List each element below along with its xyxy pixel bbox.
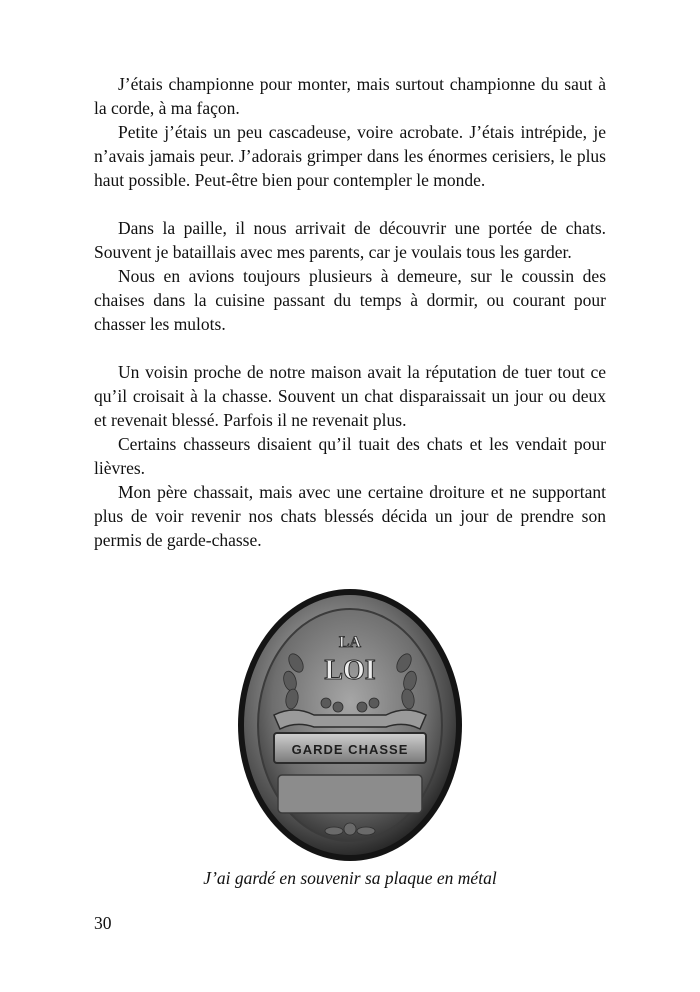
badge-lower-panel [278, 775, 422, 813]
paragraph-spacer [94, 192, 606, 216]
paragraph-5: Un voisin proche de notre maison avait la réputation de tuer tout ce qu’il croisait à la chasse. Souvent un chat disparaissait un jour ou deux et revenait blessé. Parfois il ne revenait plus. [94, 362, 606, 430]
paragraph-spacer [94, 336, 606, 360]
paragraph-2: Petite j’étais un peu cascadeuse, voire acrobate. J’étais intrépide, je n’avais jamais peur. J’adorais grimper dans les énormes cerisiers, le plus haut possible. Peut-être bien pour contempler le monde. [94, 122, 606, 190]
page-number: 30 [94, 913, 112, 933]
garde-chasse-badge-image [234, 585, 466, 865]
badge-text-loi: LOI [324, 655, 376, 686]
paragraph-6: Certains chasseurs disaient qu’il tuait des chats et les vendait pour lièvres. [94, 434, 606, 478]
body-text [94, 72, 606, 552]
badge-banner-text: GARDE CHASSE [291, 742, 409, 757]
paragraph-7: Mon père chassait, mais avec une certaine droiture et ne supportant plus de voir revenir nos chats blessés décida un jour de prendre son permis de garde-chasse. [94, 482, 606, 550]
badge-text-la: LA [338, 634, 362, 651]
paragraph-1: J’étais championne pour monter, mais surtout championne du saut à la corde, à ma façon. [94, 74, 606, 118]
paragraph-3: Dans la paille, il nous arrivait de découvrir une portée de chats. Souvent je bataillais avec mes parents, car je voulais tous les garder. [94, 218, 606, 262]
paragraph-4: Nous en avions toujours plusieurs à demeure, sur le coussin des chaises dans la cuisine passant du temps à dormir, ou courant pour chasser les mulots. [94, 266, 606, 334]
figure-caption: J’ai gardé en souvenir sa plaque en métal [203, 868, 497, 888]
badge-figure [0, 585, 700, 865]
